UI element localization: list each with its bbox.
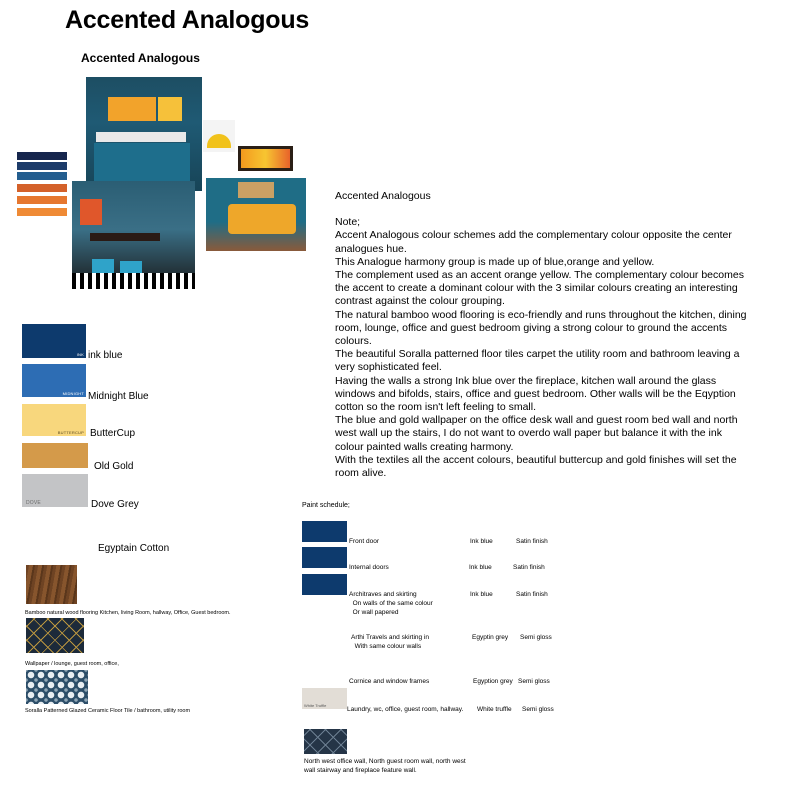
swatch-old-gold: [22, 443, 88, 468]
swatch-ink-blue: INK: [22, 324, 86, 358]
paint-row-area: Architraves and skirting On walls of the same colour Or wall papered: [349, 591, 433, 616]
board-subtitle: Accented Analogous: [81, 51, 200, 65]
ink-blue-chip: [302, 547, 347, 568]
swatch-label-dove-grey: Dove Grey: [91, 499, 139, 510]
note-line: Accent Analogous colour schemes add the complementary colour opposite the center analogues hue.: [335, 229, 732, 255]
note-line: Having the walls a strong Ink blue over the fireplace, kitchen wall around the glass windows and bifolds, stairs, office and guest bedroom. Other walls will be the Eqyption cotton so the room isn't left feeling to small.: [335, 374, 736, 414]
design-note: [335, 190, 750, 480]
swatch-buttercup: BUTTERCUP: [22, 404, 86, 436]
paint-row-finish: Semi gloss: [522, 706, 554, 713]
paint-row-colour: Egyption grey: [473, 678, 513, 685]
paint-row-colour: Ink blue: [470, 538, 493, 545]
mini-palette-swatch: [17, 152, 67, 160]
note-line: This Analogue harmony group is made up of blue,orange and yellow.: [335, 255, 655, 268]
paint-row-area: Arthi Travels and skirting in With same colour walls: [351, 634, 430, 650]
page-title: Accented Analogous: [65, 6, 310, 34]
paint-row-colour: White truffle: [477, 706, 512, 713]
mini-palette-swatch: [17, 208, 67, 216]
note-line: The blue and gold wallpaper on the office desk wall and guest room bed wall and north west wall up the stairs, I do not want to overdo wall paper but balance it with the ink colour painted walls creating harmony.: [335, 414, 738, 453]
swatch-dove-grey: DOVE: [22, 474, 88, 507]
paint-row-colour: Ink blue: [470, 591, 493, 598]
mini-palette-swatch: [17, 172, 67, 180]
paint-row-area: Cornice and window frames: [349, 678, 430, 685]
swatch-label-midnight-blue: Midnight Blue: [88, 391, 149, 402]
paint-row-colour: Egyptin grey: [472, 634, 509, 641]
note-line: The beautiful Soralla patterned floor tiles carpet the utility room and bathroom leaving a very sophisticated feel.: [335, 348, 740, 374]
bamboo-flooring-label: Bamboo natural wood flooring Kitchen, living Room, hallway, Office, Guest bedroom.: [25, 610, 231, 616]
floor-tile-sample: [26, 670, 88, 704]
paint-row-finish: Satin finish: [516, 538, 548, 545]
lounge-photo: [206, 178, 306, 251]
ink-blue-chip: [302, 574, 347, 595]
feature-wallpaper-sample: [304, 729, 347, 754]
note-heading: Accented Analogous: [335, 190, 431, 202]
ink-blue-chip: [302, 521, 347, 542]
swatch-label-buttercup: ButterCup: [90, 428, 136, 439]
mini-palette-swatch: [17, 162, 67, 170]
note-line: The natural bamboo wood flooring is eco-friendly and runs throughout the kitchen, dining room, lounge, office and guest bedroom giving a strong colour to ground the accents colours.: [335, 308, 747, 348]
white-truffle-chip: White Truffle: [302, 688, 347, 709]
note-line: The complement used as an accent orange yellow. The complementary colour becomes the accent to create a dominant colour with the 3 similar colours creating an interesting contrast against the colour grouping.: [335, 269, 744, 308]
paint-row-finish: Semi gloss: [518, 678, 550, 685]
dining-photo: [72, 181, 195, 289]
floor-tile-label: Soralla Patterned Glazed Ceramic Floor Tile / bathroom, utility room: [25, 708, 191, 714]
artwork-photo: [238, 146, 293, 171]
paint-row-finish: Satin finish: [516, 591, 548, 598]
paint-schedule-footer: North west office wall, North guest room wall, north west wall stairway and fireplace feature wall.: [304, 758, 466, 774]
paint-row-area: Laundry, wc, office, guest room, hallway.: [347, 706, 464, 713]
wallpaper-sample: [26, 618, 84, 653]
paint-schedule-title: Paint schedule;: [302, 502, 350, 509]
pendant-lamp-photo: [203, 120, 235, 152]
kitchen-photo: [86, 77, 202, 191]
swatch-label-egyptian-cotton: Egyptain Cotton: [98, 543, 170, 554]
note-line: Note;: [335, 216, 361, 229]
wallpaper-label: Wallpaper / lounge, guest room, office,: [25, 661, 119, 667]
paint-row-area: Internal doors: [349, 564, 389, 571]
swatch-label-old-gold: Old Gold: [94, 461, 134, 472]
mini-palette-swatch: [17, 196, 67, 204]
paint-row-colour: Ink blue: [469, 564, 492, 571]
paint-row-finish: Semi gloss: [520, 634, 552, 641]
bamboo-flooring-sample: [26, 565, 77, 604]
swatch-label-ink-blue: ink blue: [88, 350, 123, 361]
note-line: With the textiles all the accent colours, beautiful buttercup and gold finishes will set the room alive.: [335, 453, 737, 480]
mini-palette-swatch: [17, 184, 67, 192]
swatch-midnight-blue: MIDNIGHT: [22, 364, 86, 397]
paint-row-finish: Satin finish: [513, 564, 545, 571]
paint-row-area: Front door: [349, 538, 379, 545]
